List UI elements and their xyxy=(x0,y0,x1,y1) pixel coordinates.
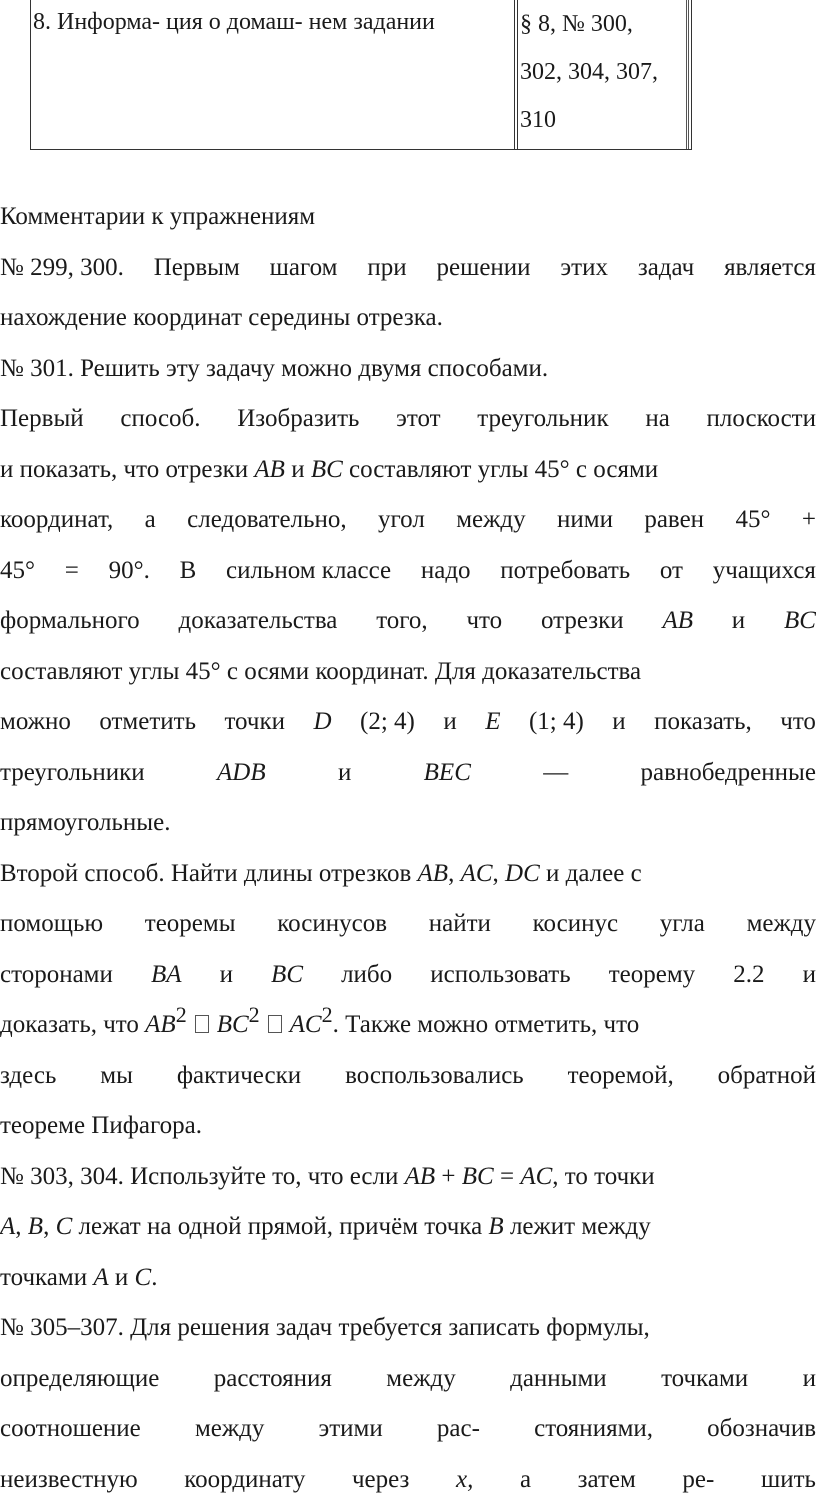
word: через xyxy=(352,1455,409,1505)
word: Изобразить xyxy=(237,394,359,445)
text-run: . Также можно отметить, что xyxy=(333,1011,640,1038)
word: теоремой, xyxy=(568,1051,674,1102)
text-line xyxy=(0,1051,816,1102)
text-line xyxy=(0,445,816,496)
word: а xyxy=(520,1455,531,1505)
word: что xyxy=(466,596,502,647)
word: неизвестную xyxy=(0,1455,138,1505)
text-line xyxy=(0,1404,816,1455)
table-cell-homework-line: 310 xyxy=(520,96,686,144)
word: фактически xyxy=(177,1051,301,1102)
text-line xyxy=(0,1253,816,1304)
table-cell-stage xyxy=(31,0,515,149)
word: того, xyxy=(376,596,427,647)
math-var: BC xyxy=(271,950,303,1001)
text-run: = xyxy=(494,1163,521,1190)
text-run: и xyxy=(285,456,311,483)
math-var: ADB xyxy=(217,748,266,799)
text-line xyxy=(0,748,816,799)
text-line xyxy=(0,849,816,900)
math-var: BC xyxy=(784,596,816,647)
text-line xyxy=(0,596,816,647)
word: учащихся xyxy=(713,546,816,597)
word: координату xyxy=(184,1455,305,1505)
math-var: B xyxy=(28,1213,43,1240)
math-var: BC xyxy=(311,456,343,483)
word: и xyxy=(732,596,745,647)
word: стояниями, xyxy=(534,1404,653,1455)
text-run: лежит между xyxy=(504,1213,651,1240)
text-run: и далее с xyxy=(540,860,642,887)
text-run: № 303, 304. Используйте то, что если xyxy=(0,1163,405,1190)
missing-glyph-box xyxy=(268,1015,282,1033)
text-line xyxy=(0,546,816,597)
word: координат, xyxy=(0,495,113,546)
word: обратной xyxy=(718,1051,816,1102)
text-line xyxy=(0,495,816,546)
word: равен xyxy=(644,495,704,546)
word: (1; 4) xyxy=(529,697,584,748)
word: этот xyxy=(396,394,440,445)
math-var: BC xyxy=(462,1163,494,1190)
math-var: BA xyxy=(151,950,182,1001)
word: косинусов xyxy=(277,899,387,950)
text-line xyxy=(0,1202,816,1253)
math-var: D xyxy=(313,697,331,748)
word: между xyxy=(386,1354,455,1405)
text-line: № 301. Решить эту задачу можно двумя способами. xyxy=(0,344,816,395)
text-line xyxy=(0,243,816,294)
math-var: AC xyxy=(290,1011,322,1038)
word: либо xyxy=(341,950,392,1001)
word: воспользовались xyxy=(345,1051,524,1102)
word: расстояния xyxy=(214,1354,332,1405)
table-cell-homework-line: 302, 304, 307, xyxy=(520,48,686,96)
homework-table xyxy=(30,0,692,150)
word: сторонами xyxy=(0,950,113,1001)
word: формального xyxy=(0,596,140,647)
text-line xyxy=(0,1455,816,1505)
word: 45° xyxy=(0,546,35,597)
math-var: x, xyxy=(456,1455,473,1505)
word: и xyxy=(612,697,625,748)
word: В xyxy=(180,546,197,597)
word: треугольники xyxy=(0,748,145,799)
word: на xyxy=(645,394,669,445)
text-run: точками xyxy=(0,1264,93,1291)
word: отметить xyxy=(99,697,196,748)
text-run: . xyxy=(151,1264,157,1291)
word: и xyxy=(338,748,351,799)
word: и xyxy=(803,1354,816,1405)
document-body xyxy=(0,192,816,1505)
word: и xyxy=(220,950,233,1001)
math-var: AC xyxy=(461,860,493,887)
word: способ. xyxy=(120,394,200,445)
word: треугольник xyxy=(477,394,608,445)
text-run: лежат на одной прямой, причём точка xyxy=(72,1213,488,1240)
word: угол xyxy=(378,495,425,546)
word: этих xyxy=(560,243,608,294)
math-var: AB xyxy=(662,596,693,647)
word: следовательно, xyxy=(187,495,347,546)
word: что xyxy=(780,697,816,748)
word: точками xyxy=(661,1354,748,1405)
text-run: составляют углы 45° с осями xyxy=(343,456,658,483)
text-line: составляют углы 45° с осями координат. Для доказательства xyxy=(0,647,816,698)
word: теорему xyxy=(609,950,695,1001)
math-var: AB xyxy=(145,1011,176,1038)
section-heading: Комментарии к упражнениям xyxy=(0,192,816,243)
word: потребовать xyxy=(500,546,630,597)
text-line: прямоугольные. xyxy=(0,798,816,849)
math-var: C xyxy=(135,1264,152,1291)
word: является xyxy=(724,243,816,294)
text-line xyxy=(0,697,816,748)
text-line xyxy=(0,950,816,1001)
word: затем xyxy=(578,1455,636,1505)
text-run: , xyxy=(43,1213,56,1240)
word: ре- xyxy=(682,1455,714,1505)
word: здесь xyxy=(0,1051,56,1102)
word: между xyxy=(195,1404,264,1455)
word: при xyxy=(367,243,406,294)
word: обозначив xyxy=(707,1404,816,1455)
text-run: + xyxy=(435,1163,462,1190)
math-var: DC xyxy=(505,860,540,887)
word: = xyxy=(65,546,79,597)
word: — xyxy=(543,748,568,799)
math-var: AB xyxy=(405,1163,436,1190)
word: определяющие xyxy=(0,1354,159,1405)
word: угла xyxy=(660,899,705,950)
word: и xyxy=(443,697,456,748)
math-var: AB xyxy=(418,860,449,887)
text-run: доказать, что xyxy=(0,1011,145,1038)
superscript: 2 xyxy=(249,1002,260,1027)
text-line: № 305–307. Для решения задач требуется записать формулы, xyxy=(0,1303,816,1354)
word: равнобедренные xyxy=(641,748,816,799)
word: (2; 4) xyxy=(360,697,415,748)
word: № 299, 300. xyxy=(0,243,124,294)
word: ними xyxy=(557,495,613,546)
word: 45° xyxy=(735,495,770,546)
word: использовать xyxy=(430,950,570,1001)
word: между xyxy=(747,899,816,950)
text-run: и xyxy=(109,1264,135,1291)
table-cell-homework xyxy=(517,0,689,149)
word: теоремы xyxy=(145,899,236,950)
word: точки xyxy=(224,697,285,748)
math-var: A xyxy=(0,1213,15,1240)
word: шить xyxy=(761,1455,816,1505)
word: и xyxy=(803,950,816,1001)
text-line: теореме Пифагора. xyxy=(0,1101,816,1152)
word: Первый xyxy=(0,394,84,445)
text-line xyxy=(0,899,816,950)
word: показать, xyxy=(654,697,752,748)
text-line: нахождение координат середины отрезка. xyxy=(0,293,816,344)
math-var: B xyxy=(488,1213,503,1240)
word: этими xyxy=(319,1404,383,1455)
word: помощью xyxy=(0,899,103,950)
word: Первым xyxy=(154,243,240,294)
text-run: , xyxy=(493,860,506,887)
math-var: A xyxy=(93,1264,108,1291)
word: рас- xyxy=(437,1404,480,1455)
text-run: и показать, что отрезки xyxy=(0,456,254,483)
word: сильном классе xyxy=(226,546,391,597)
text-line xyxy=(0,1152,816,1203)
word: отрезки xyxy=(541,596,624,647)
table-cell-homework-line: § 8, № 300, xyxy=(520,0,686,48)
word: задач xyxy=(638,243,694,294)
text-run: Второй способ. Найти длины отрезков xyxy=(0,860,418,887)
word: плоскости xyxy=(707,394,816,445)
word: доказательства xyxy=(178,596,337,647)
math-var: E xyxy=(485,697,500,748)
word: данными xyxy=(510,1354,607,1405)
superscript: 2 xyxy=(176,1002,187,1027)
word: соотношение xyxy=(0,1404,141,1455)
math-var: BEC xyxy=(424,748,471,799)
math-var: AC xyxy=(520,1163,552,1190)
word: + xyxy=(802,495,816,546)
superscript: 2 xyxy=(322,1002,333,1027)
word: косинус xyxy=(533,899,618,950)
word: надо xyxy=(421,546,471,597)
word: можно xyxy=(0,697,71,748)
text-line xyxy=(0,1000,816,1051)
math-var: BC xyxy=(217,1011,249,1038)
text-run: , xyxy=(448,860,461,887)
word: 90°. xyxy=(109,546,150,597)
text-line xyxy=(0,1354,816,1405)
word: от xyxy=(660,546,683,597)
word: между xyxy=(456,495,525,546)
missing-glyph-box xyxy=(195,1015,209,1033)
word: а xyxy=(145,495,156,546)
text-run: , то точки xyxy=(552,1163,654,1190)
word: решении xyxy=(436,243,530,294)
math-var: AB xyxy=(254,456,285,483)
word: найти xyxy=(429,899,491,950)
text-run: , xyxy=(15,1213,28,1240)
word: 2.2 xyxy=(733,950,764,1001)
word: мы xyxy=(100,1051,133,1102)
word: шагом xyxy=(270,243,338,294)
text-line xyxy=(0,394,816,445)
math-var: C xyxy=(56,1213,73,1240)
table-cell-stage-text: 8. Информа- ция о домаш- нем задании xyxy=(33,9,435,35)
